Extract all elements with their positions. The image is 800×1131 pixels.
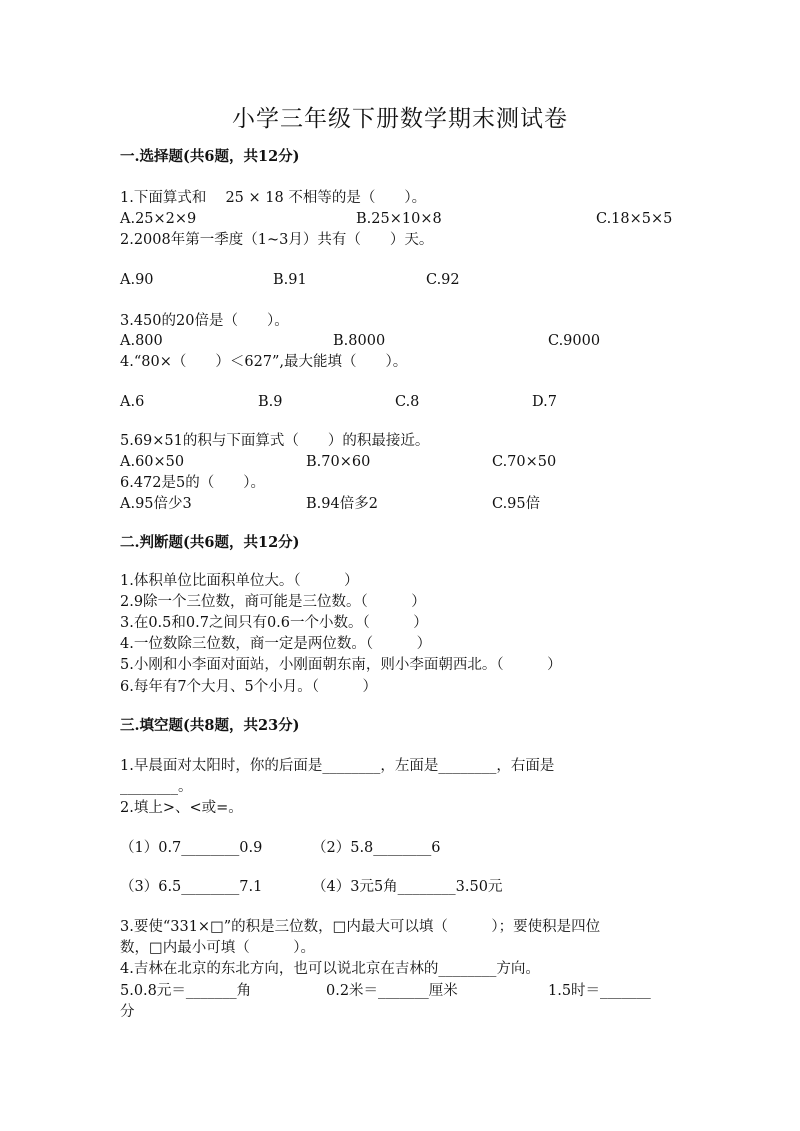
fill-question-cont: ________。 (120, 779, 193, 795)
fill-subitem: （4）3元5角________3.50元 (312, 879, 503, 895)
fill-subitem: （1）0.7________0.9 (120, 840, 263, 856)
fill-question: 1.早晨面对太阳时，你的后面是________，左面是________，右面是 (120, 758, 555, 774)
option-a: A.95倍少3 (120, 496, 192, 512)
fill-subitem: 0.2米＝_______厘米 (326, 983, 458, 999)
judge-item: 2.9除一个三位数，商可能是三位数。（ ） (120, 594, 426, 610)
option-d: D.7 (532, 394, 557, 410)
option-c: C.8 (395, 394, 420, 410)
fill-question-cont: 数，□内最小可填（ ）。 (120, 940, 315, 956)
fill-subitem: （3）6.5________7.1 (120, 879, 263, 895)
option-b: B.94倍多2 (306, 496, 378, 512)
fill-subitem: （2）5.8________6 (312, 840, 441, 856)
option-b: B.8000 (333, 333, 386, 349)
fill-question-cont: 分 (120, 1004, 135, 1020)
option-c: C.95倍 (492, 496, 541, 512)
fill-subitem: 1.5时＝_______ (548, 983, 651, 999)
section-heading-fill: 三.填空题(共8题，共23分) (120, 717, 300, 734)
section-heading-judge: 二.判断题(共6题，共12分) (120, 534, 300, 551)
option-c: C.92 (426, 272, 460, 288)
judge-item: 4.一位数除三位数，商一定是两位数。（ ） (120, 636, 432, 652)
option-b: B.25×10×8 (356, 211, 442, 227)
option-a: A.800 (120, 333, 163, 349)
option-c: C.70×50 (492, 454, 557, 470)
question-stem: 1.下面算式和 25 × 18 不相等的是（ ）。 (120, 190, 427, 206)
judge-item: 1.体积单位比面积单位大。（ ） (120, 573, 359, 589)
option-b: B.91 (273, 272, 307, 288)
fill-subitem: 5.0.8元＝_______角 (120, 983, 252, 999)
question-stem: 2.2008年第一季度（1~3月）共有（ ）天。 (120, 232, 434, 248)
judge-item: 3.在0.5和0.7之间只有0.6一个小数。（ ） (120, 615, 428, 631)
option-b: B.9 (258, 394, 283, 410)
option-a: A.90 (120, 272, 154, 288)
judge-item: 5.小刚和小李面对面站，小刚面朝东南，则小李面朝西北。（ ） (120, 657, 562, 673)
fill-question: 4.吉林在北京的东北方向，也可以说北京在吉林的________方向。 (120, 961, 540, 977)
option-a: A.25×2×9 (120, 211, 197, 227)
option-a: A.60×50 (120, 454, 185, 470)
fill-question: 3.要使“331×□”的积是三位数，□内最大可以填（ ）；要使积是四位 (120, 919, 601, 935)
option-c: C.18×5×5 (596, 211, 673, 227)
fill-question: 2.填上>、<或=。 (120, 800, 243, 816)
question-stem: 3.450的20倍是（ ）。 (120, 313, 289, 329)
option-c: C.9000 (548, 333, 601, 349)
question-stem: 4.“80×（ ）＜627”,最大能填（ ）。 (120, 354, 408, 370)
question-stem: 6.472是5的（ ）。 (120, 475, 265, 491)
section-heading-choice: 一.选择题(共6题，共12分) (120, 148, 300, 165)
option-b: B.70×60 (306, 454, 371, 470)
judge-item: 6.每年有7个大月、5个小月。（ ） (120, 679, 378, 695)
option-a: A.6 (120, 394, 145, 410)
page-title: 小学三年级下册数学期末测试卷 (232, 106, 568, 132)
question-stem: 5.69×51的积与下面算式（ ）的积最接近。 (120, 433, 430, 449)
